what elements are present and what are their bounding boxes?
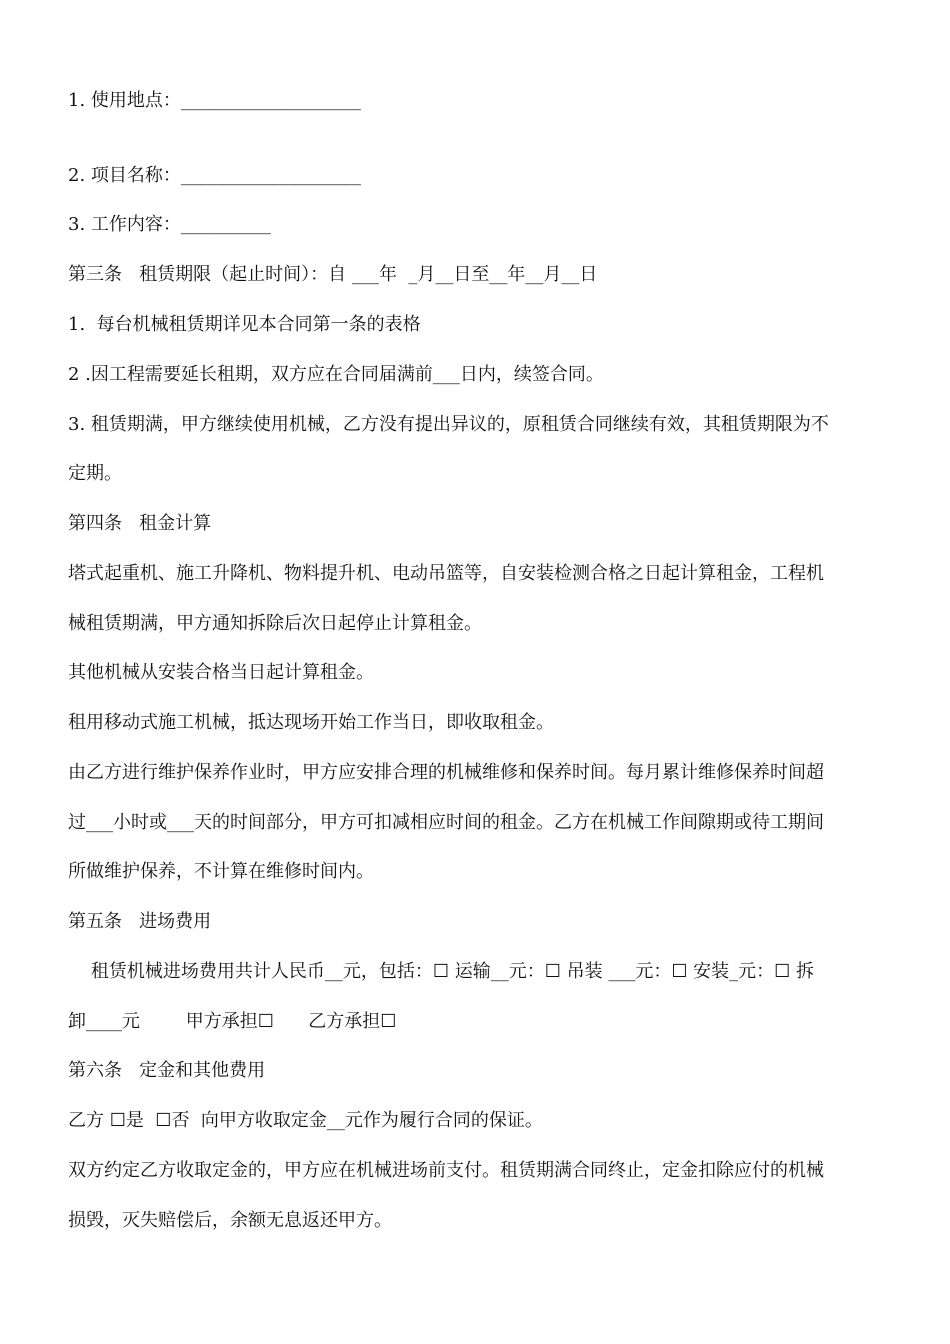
article-6-heading: 第六条 定金和其他费用 [68, 1060, 266, 1081]
usage-location-blank: ____________________ [180, 90, 361, 111]
article-4-para-4: 由乙方进行维护保养作业时，甲方应安排合理的机械维修和保养时间。每月累计维修保养时间超 [68, 762, 824, 783]
usage-location-line [68, 90, 883, 112]
article-6-para-1: 乙方 ☐是 ☐否 向甲方收取定金__元作为履行合同的保证。 [68, 1110, 543, 1131]
article-5-heading: 第五条 进场费用 [68, 911, 212, 932]
article-4-para-2: 其他机械从安装合格当日起计算租金。 [68, 662, 374, 683]
article-3-item-2: 2 .因工程需要延长租期，双方应在合同届满前___日内，续签合同。 [68, 364, 604, 385]
article-3-heading: 第三条 租赁期限（起止时间）：自 ___年 _月__日至__年__月__日 [68, 264, 598, 285]
work-content-blank: __________ [180, 214, 271, 235]
article-3-item-3: 3. 租赁期满，甲方继续使用机械，乙方没有提出异议的，原租赁合同继续有效，其租赁期限为不 [68, 414, 829, 435]
project-name-label: 2. 项目名称： [68, 165, 181, 186]
usage-location-label: 1. 使用地点： [68, 90, 181, 111]
article-5-para-1-cont: 卸____元 甲方承担☐ 乙方承担☐ [68, 1011, 397, 1032]
work-content-line [68, 214, 883, 236]
project-name-line [68, 165, 883, 187]
work-content-label: 3. 工作内容： [68, 214, 181, 235]
article-3-item-1: 1. 每台机械租赁期详见本合同第一条的表格 [68, 314, 421, 335]
article-3-item-3-cont: 定期。 [68, 463, 122, 484]
article-6-para-2-cont: 损毁，灭失赔偿后，余额无息返还甲方。 [68, 1210, 392, 1231]
article-4-para-4-cont: 过___小时或___天的时间部分，甲方可扣减相应时间的租金。乙方在机械工作间隙期或待工期间 [68, 812, 824, 833]
article-4-heading: 第四条 租金计算 [68, 513, 212, 534]
article-4-para-4-end: 所做维护保养，不计算在维修时间内。 [68, 861, 374, 882]
article-6-para-2: 双方约定乙方收取定金的，甲方应在机械进场前支付。租赁期满合同终止，定金扣除应付的机械 [68, 1160, 824, 1181]
article-4-para-3: 租用移动式施工机械，抵达现场开始工作当日，即收取租金。 [68, 712, 554, 733]
article-4-para-1: 塔式起重机、施工升降机、物料提升机、电动吊篮等，自安装检测合格之日起计算租金，工程机 [68, 563, 824, 584]
project-name-blank: ____________________ [180, 165, 361, 186]
article-4-para-1-cont: 械租赁期满，甲方通知拆除后次日起停止计算租金。 [68, 613, 482, 634]
article-5-para-1: 租赁机械进场费用共计人民币__元，包括：☐ 运输__元：☐ 吊装 ___元：☐ 安装_元：☐ 拆 [68, 961, 815, 982]
